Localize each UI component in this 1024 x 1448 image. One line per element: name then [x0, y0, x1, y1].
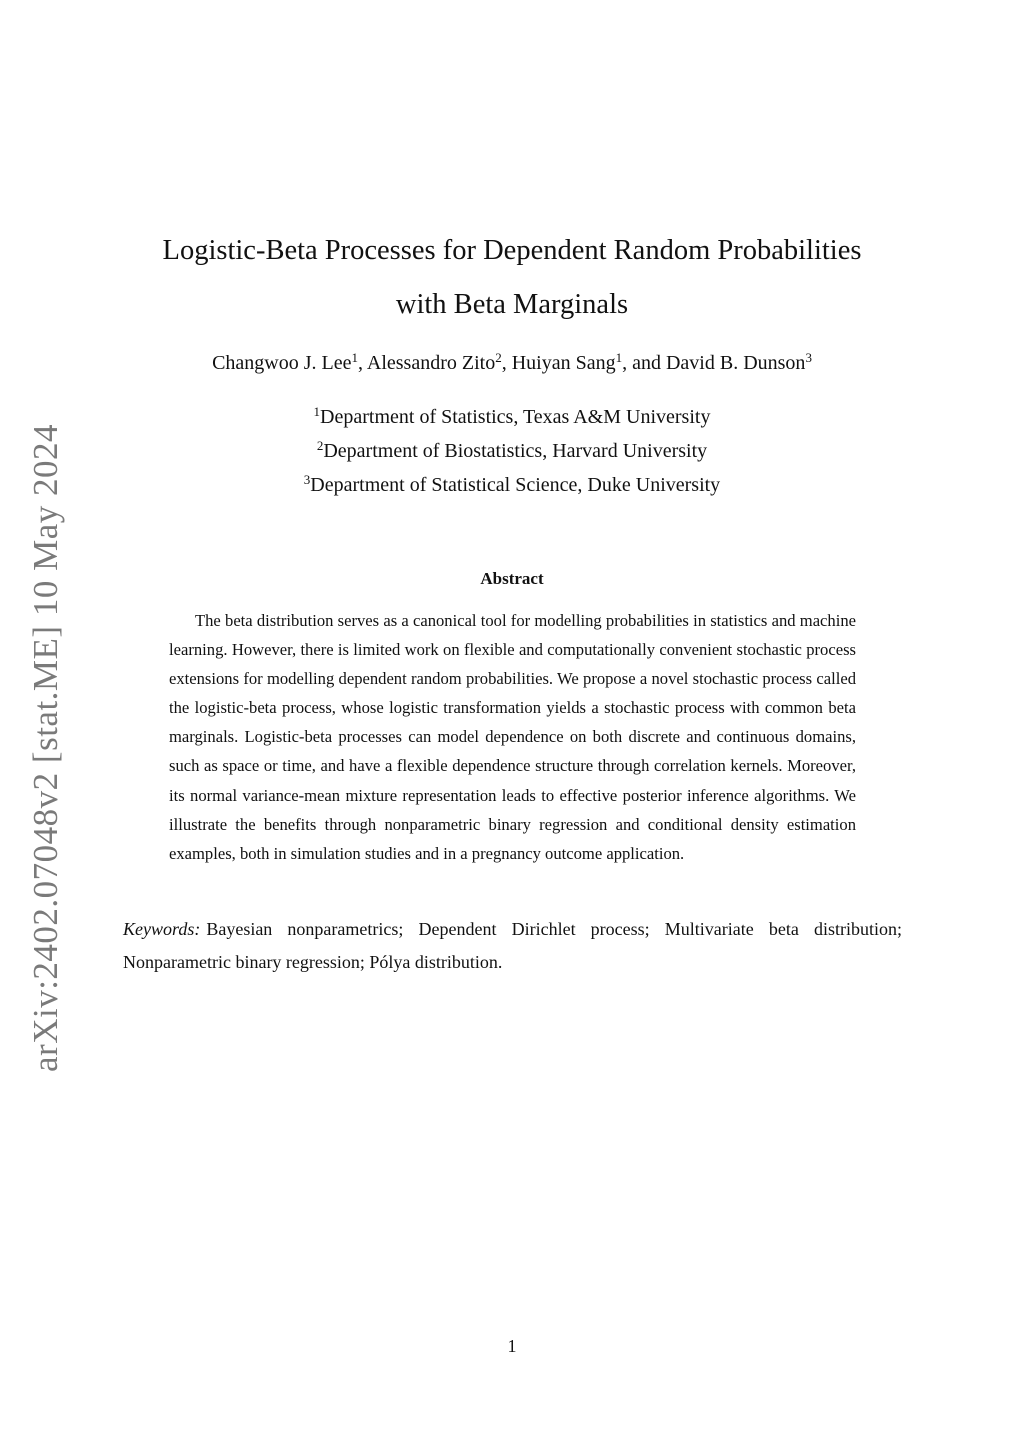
author-affiliation-mark: 3 [805, 350, 812, 365]
affiliation-text: Department of Statistics, Texas A&M University [320, 406, 711, 428]
author-affiliation-mark: 1 [615, 350, 623, 365]
abstract-heading: Abstract [480, 569, 544, 588]
affiliation-item [0, 400, 1024, 434]
paper-title-line-1: Logistic-Beta Processes for Dependent Random Probabilities [162, 235, 862, 266]
author-separator: , [357, 352, 367, 374]
affiliation-item [0, 468, 1024, 502]
affiliation-list [0, 400, 1024, 502]
author-affiliation-mark: 1 [351, 350, 358, 365]
affiliation-mark: 2 [316, 438, 324, 453]
paper-title-line-2: with Beta Marginals [395, 289, 629, 320]
affiliation-mark: 3 [303, 472, 311, 487]
author-separator: , [501, 352, 512, 374]
keywords-paragraph [123, 913, 902, 979]
author-list [0, 349, 1024, 377]
arxiv-identifier-stamp: arXiv:2402.07048v2 [stat.ME] 10 May 2024 [26, 424, 65, 1072]
keywords-label: Keywords: [123, 919, 201, 939]
author-name: Alessandro Zito [366, 352, 496, 374]
affiliation-text: Department of Statistical Science, Duke University [310, 474, 721, 496]
affiliation-mark: 1 [313, 404, 321, 419]
keywords-text: Bayesian nonparametrics; Dependent Dirichlet process; Multivariate beta distribution; Nonparametric binary regression; Pólya distribution. [123, 919, 902, 972]
abstract-text: The beta distribution serves as a canonical tool for modelling probabilities in statistics and machine learning. However, there is limited work on flexible and computationally convenient stochastic process extensions for modelling dependent random probabilities. We propose a novel stochastic process called the logistic-beta process, whose logistic transformation yields a stochastic process with common beta marginals. Logistic-beta processes can model dependence on both discrete and continuous domains, such as space or time, and have a flexible dependence structure through correlation kernels. Moreover, its normal variance-mean mixture representation leads to effective posterior inference algorithms. We illustrate the benefits through nonparametric binary regression and conditional density estimation examples, both in simulation studies and in a pregnancy outcome application. [169, 611, 856, 863]
affiliation-text: Department of Biostatistics, Harvard University [323, 440, 708, 462]
page-number: 1 [507, 1336, 517, 1356]
author-separator: , and [622, 352, 666, 374]
author-affiliation-mark: 2 [495, 350, 502, 365]
author-name: Changwoo J. Lee [212, 352, 352, 374]
affiliation-item [0, 434, 1024, 468]
paper-title [0, 224, 1024, 332]
author-name: David B. Dunson [665, 352, 806, 374]
author-name: Huiyan Sang [511, 352, 616, 374]
